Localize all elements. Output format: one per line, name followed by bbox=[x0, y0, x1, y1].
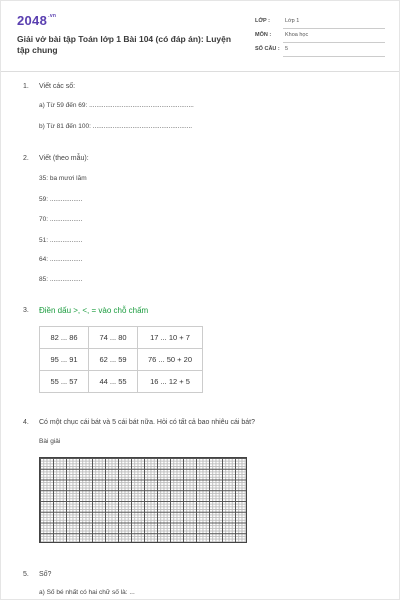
q5-part-a: a) Số bé nhất có hai chữ số là: ... bbox=[39, 589, 135, 596]
worksheet-header bbox=[1, 1, 399, 72]
q2-example: 35: ba mươi lăm bbox=[39, 175, 87, 182]
q2-line: 64: .................. bbox=[39, 256, 83, 263]
table-row bbox=[40, 371, 203, 393]
question-text: Số? bbox=[39, 571, 52, 578]
meta-count-value: 5 bbox=[285, 46, 289, 52]
meta-subject-value: Khoa học bbox=[285, 32, 309, 38]
meta-subject-key: MÔN : bbox=[255, 32, 272, 38]
table-cell: 82 ... 86 bbox=[40, 327, 89, 349]
meta-class-row bbox=[255, 18, 385, 30]
q2-line: 59: .................. bbox=[39, 196, 83, 203]
meta-divider bbox=[283, 56, 385, 57]
table-row bbox=[40, 349, 203, 371]
question-text: Điền dấu >, <, = vào chỗ chấm bbox=[39, 306, 149, 315]
meta-class-value: Lớp 1 bbox=[285, 18, 300, 24]
table-cell: 16 ... 12 + 5 bbox=[138, 371, 203, 393]
meta-divider bbox=[283, 42, 385, 43]
question-number: 4. bbox=[23, 419, 29, 426]
worksheet-title: Giải vở bài tập Toán lớp 1 Bài 104 (có đáp án): Luyện tập chung bbox=[17, 34, 232, 55]
question-number: 3. bbox=[23, 307, 29, 314]
writing-grid[interactable] bbox=[39, 457, 247, 543]
meta-count-row bbox=[255, 46, 385, 58]
q2-line: 85: .................. bbox=[39, 276, 83, 283]
q2-line: 51: .................. bbox=[39, 237, 83, 244]
meta-divider bbox=[283, 28, 385, 29]
q1-part-b: b) Từ 81 đến 100: ....................................................... bbox=[39, 123, 193, 130]
table-cell: 62 ... 59 bbox=[89, 349, 138, 371]
table-cell: 95 ... 91 bbox=[40, 349, 89, 371]
table-row bbox=[40, 327, 203, 349]
comparison-table bbox=[39, 326, 203, 393]
question-text: Có một chục cái bát và 5 cái bát nữa. Hỏi có tất cả bao nhiêu cái bát? bbox=[39, 419, 255, 426]
table-cell: 17 ... 10 + 7 bbox=[138, 327, 203, 349]
table-cell: 76 ... 50 + 20 bbox=[138, 349, 203, 371]
site-logo[interactable] bbox=[17, 13, 56, 28]
meta-subject-row bbox=[255, 32, 385, 44]
question-number: 1. bbox=[23, 83, 29, 90]
q2-line: 70: .................. bbox=[39, 216, 83, 223]
meta-class-key: LỚP : bbox=[255, 18, 270, 24]
question-number: 2. bbox=[23, 155, 29, 162]
table-cell: 44 ... 55 bbox=[89, 371, 138, 393]
logo-suffix: .vn bbox=[48, 13, 57, 19]
solution-label: Bài giải bbox=[39, 438, 61, 445]
question-text: Viết (theo mẫu): bbox=[39, 155, 89, 162]
question-number: 5. bbox=[23, 571, 29, 578]
logo-text: 2048 bbox=[17, 13, 48, 28]
table-cell: 74 ... 80 bbox=[89, 327, 138, 349]
table-cell: 55 ... 57 bbox=[40, 371, 89, 393]
question-text: Viết các số: bbox=[39, 83, 76, 90]
q1-part-a: a) Từ 59 đến 69: .......................................................... bbox=[39, 102, 194, 109]
meta-count-key: SỐ CÂU : bbox=[255, 46, 280, 52]
